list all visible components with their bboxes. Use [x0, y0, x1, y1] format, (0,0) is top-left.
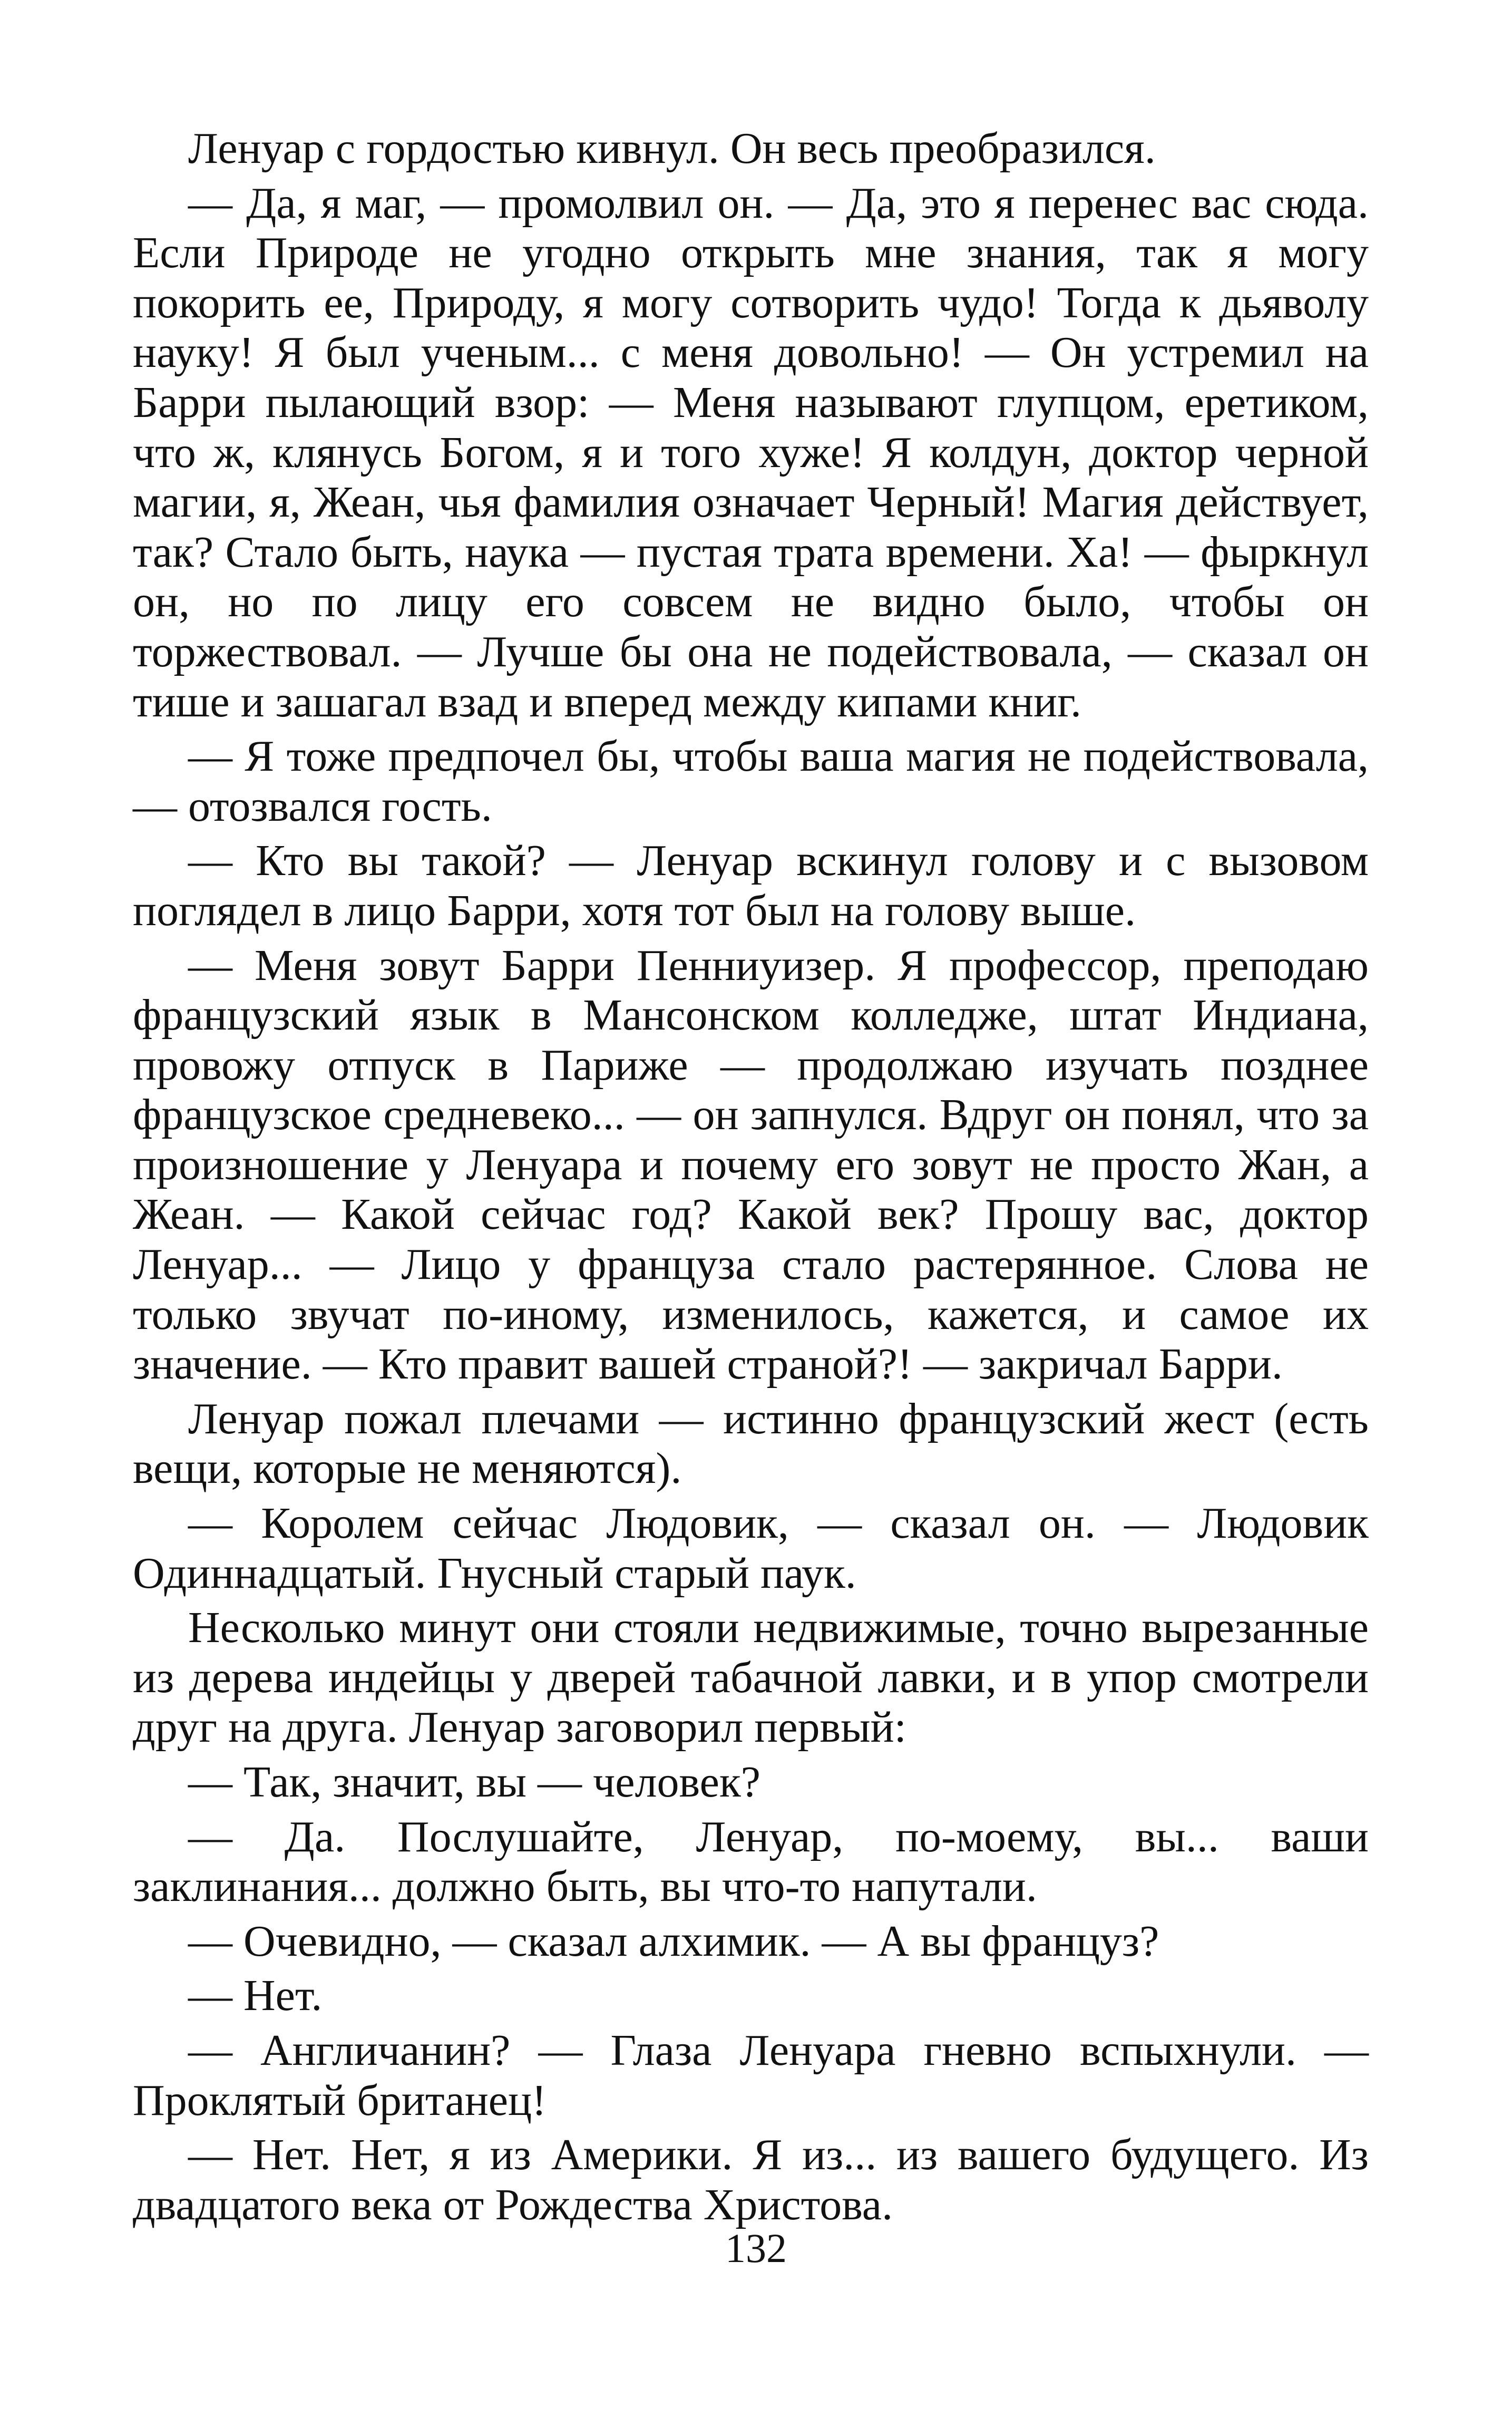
paragraph: — Нет. [188, 1971, 323, 2021]
paragraph: — Нет. Нет, я из Америки. Я из... из вашего будущего. Из двадцатого века от Рождества Христова. [133, 2130, 1369, 2229]
paragraph: — Да, я маг, — промолвил он. — Да, это я перенес вас сюда. Если Природе не угодно открыть мне знания, так я могу покорить ее, Природу, я могу сотворить чудо! Тогда к дьяволу науку! Я был ученым... с меня довольно! — Он устремил на Барри пылающий взор: — Меня называют глупцом, еретиком, что ж, клянусь Богом, я и того хуже! Я колдун, доктор черной магии, я, Жеан, чья фамилия означает Черный! Магия действует, так? Стало быть, наука — пустая трата времени. Ха! — фыркнул он, но по лицу его совсем не видно было, чтобы он торжествовал. — Лучше бы она не подействовала, — сказал он тише и зашагал взад и вперед между кипами книг. [133, 178, 1369, 726]
paragraph: — Я тоже предпочел бы, чтобы ваша магия не подействовала, — отозвался гость. [133, 732, 1369, 831]
paragraph: — Англичанин? — Глаза Ленуара гневно вспыхнули. — Проклятый британец! [133, 2025, 1369, 2125]
paragraph: Ленуар с гордостью кивнул. Он весь преобразился. [188, 124, 1156, 173]
paragraph: — Кто вы такой? — Ленуар вскинул голову и с вызовом поглядел в лицо Барри, хотя тот был на голову выше. [133, 836, 1369, 935]
paragraph: — Так, значит, вы — человек? [188, 1758, 761, 1807]
page-number: 132 [725, 2225, 787, 2271]
paragraph: — Очевидно, — сказал алхимик. — А вы француз? [188, 1916, 1159, 1966]
paragraph: Несколько минут они стояли недвижимые, точно вырезанные из дерева индейцы у дверей табачной лавки, и в упор смотрели друг на друга. Ленуар заговорил первый: [133, 1603, 1369, 1752]
paragraph: — Да. Послушайте, Ленуар, по-моему, вы... ваши заклинания... должно быть, вы что-то напутали. [133, 1812, 1369, 1911]
page-body [133, 124, 1369, 2235]
paragraph: — Меня зовут Барри Пенниуизер. Я профессор, преподаю французский язык в Мансонском колледже, штат Индиана, провожу отпуск в Париже — продолжаю изучать позднее французское средневеко... — он запнулся. Вдруг он понял, что за произношение у Ленуара и почему его зовут не просто Жан, а Жеан. — Какой сейчас год? Какой век? Прошу вас, доктор Ленуар... — Лицо у француза стало растерянное. Слова не только звучат по-иному, изменилось, кажется, и самое их значение. — Кто правит вашей страной?! — закричал Барри. [133, 940, 1369, 1389]
paragraph: Ленуар пожал плечами — истинно французский жест (есть вещи, которые не меняются). [133, 1394, 1369, 1493]
paragraph: — Королем сейчас Людовик, — сказал он. — Людовик Одиннадцатый. Гнусный старый паук. [133, 1499, 1369, 1598]
